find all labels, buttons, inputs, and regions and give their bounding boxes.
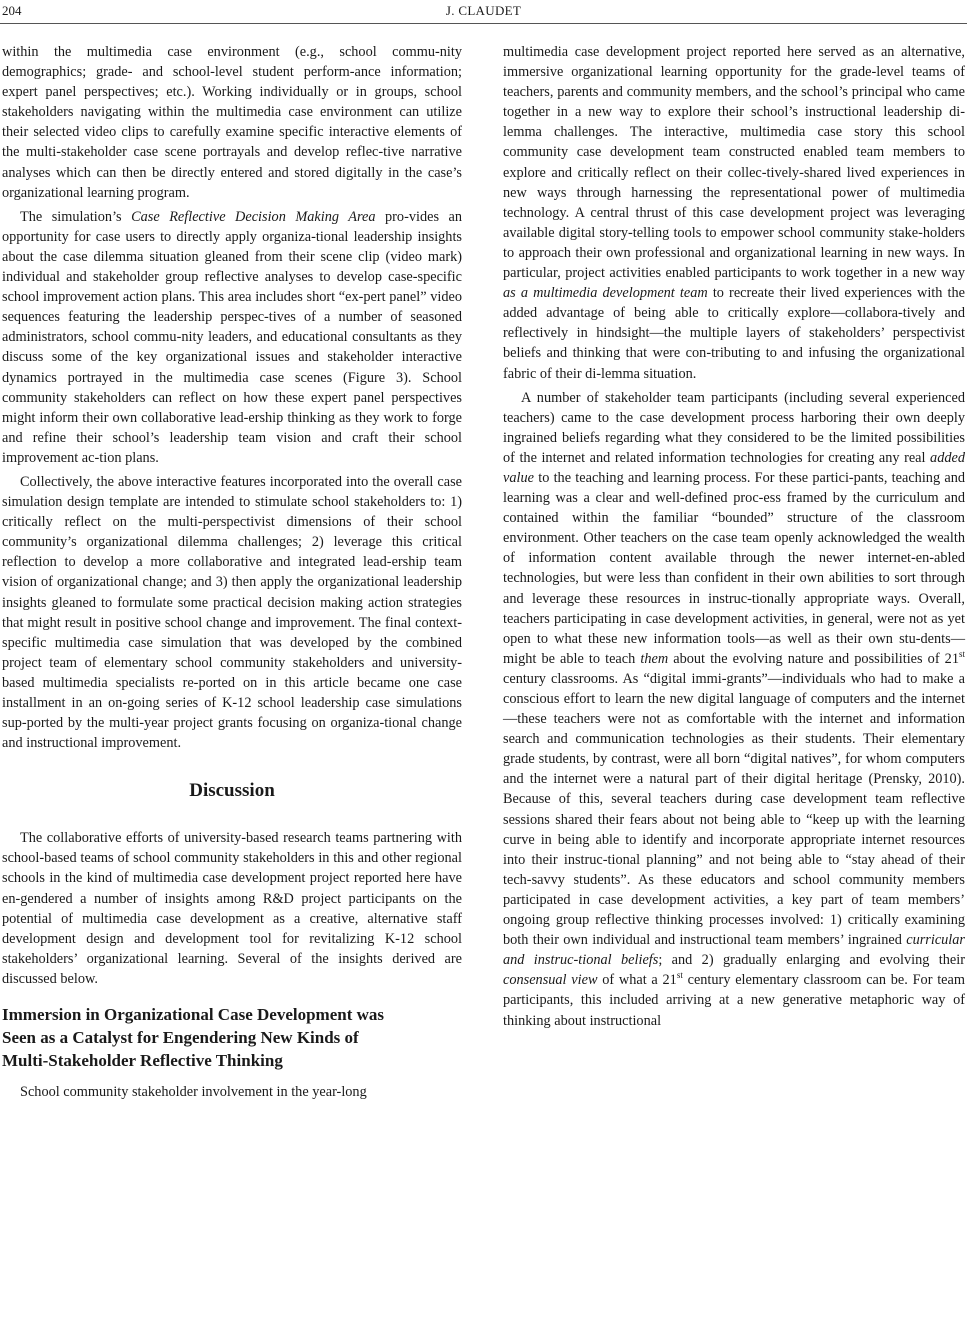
text-run: century elementary classroom can be. For team participants, this included arriving at a new generative metaphoric way of thinking about instructional [503, 972, 965, 1029]
text-run: pro-vides an opportunity for case users to directly apply organiza-tional leadership insights about the case dilemma situation gleaned from their scene clip (video mark) individual and stakeholder group reflective analyses to develop case-specific school improvement action plans. This area includes short “ex-pert panel” video sequences featuring the leadership perspec-tives of a number of seasoned administrators, school commu-nity leaders, and educational consultants as they discuss some of the key organizational issues and stakeholder interactive dynamics portrayed in the multimedia case scenes (Figure 3). School community stakeholders can reflect on how these expert panel perspectives might inform their own collaborative lead-ership thinking as they work to forge and refine their school’s leadership team vision and craft their school improvement ac-tion plans. [2, 208, 462, 466]
text-run: multimedia case development project reported here served as an alternative, immersive organizational learning opportunity for the grade-level teams of teachers, parents and community members, and the school’s principal who came together in a new way to explore their school’s instructional leadership di-lemma challenges. The interactive, multimedia case story this school community case development team constructed enabled team members to explore and critically reflect on their collec-tively-shared lived experiences in new ways through harnessing the representational power of multimedia technology. A central thrust of this case development project was leveraging available digital story-telling tools to empower school community stake-holders to approach their own professional and organizational learning in new ways. In particular, project activities enabled participants to work together in a new way [503, 44, 965, 282]
subsection-heading [2, 1003, 462, 1072]
emphasis-term: Case Reflective Decision Making Area [131, 208, 376, 225]
text-run: The simulation’s [20, 208, 132, 225]
subheading-line: Multi-Stakeholder Reflective Thinking [2, 1051, 283, 1071]
text-run: century classrooms. As “digital immi-grants”—individuals who had to make a conscious effort to learn the new digital language of computers and the internet—these teachers were not as comfortable with the internet and information search and communication technologies as their students. Their elementary grade students, by contrast, were all born “digital natives”, for whom computers and the internet were a natural part of their digital heritage (Prensky, 2010). Because of this, several teachers during case development team reflective sessions shared their fears about not being able to “keep up with the learning curve in being able to identify and incorporate appropriate internet resources into their instruc-tional planning” and not being able to “stay ahead of their tech-savvy students”. As these educators and school community members participated in case development activities, a key part of team members’ ongoing group reflective thinking processes involved: 1) critically examining both their own individual and instructional team members’ ingrained [503, 670, 965, 949]
emphasis-term: them [640, 650, 669, 667]
superscript: st [958, 649, 965, 660]
text-run: about the evolving nature and possibilities of 21 [668, 650, 959, 667]
emphasis-term: curricular and instruc-tional beliefs [503, 932, 965, 969]
text-run: ; and 2) gradually enlarging and evolving their [658, 952, 965, 969]
paragraph-stakeholder-beliefs [503, 388, 965, 1031]
left-column [2, 42, 462, 1102]
paragraph-collectively: Collectively, the above interactive features incorporated into the overall case simulation design template are intended to stimulate school stakeholders to: 1) critically reflect on the multi-perspectivist dimensions of their school community’s organizational dilemma challenges; 2) leverage this critical reflection to develop a more collaborative and integrated lead-ership team vision of organizational change; and 3) then apply the organizational leadership insights gleaned to formulate some practical decision making action strategies that might result in positive school change and improvement. The final context-specific multimedia case simulation that was developed by the combined project team of elementary school community stakeholders and university-based multimedia specialists re-ported on in this article became one case installment in an on-going series of K-12 school leadership case simulations sup-ported by the multi-year project grants focusing on organiza-tional change and instructional improvement. [2, 473, 462, 752]
text-run: A number of stakeholder team participants (including several experienced teachers) came to the case development process harboring their own deeply ingrained beliefs regarding what they considered to be the limited possibilities of the internet and related information technologies for creating any real [503, 389, 965, 466]
header-rule [0, 23, 967, 24]
superscript: st [676, 970, 683, 981]
text-run: to the teaching and learning process. For these partici-pants, teaching and learning was a clear and well-defined proc-ess framed by the curriculum and contained within the familiar “bounded” structure of the classroom environment. Other teachers on the case team openly acknowledged the wealth of information content available through the newer internet-en-abled technologies, but were less than confident in their own abilities to sort through and leverage these resources in instruc-tionally appropriate ways. Overall, teachers participating in case development activities, in general, were not as yet open to what these new information tools—as well as their own stu-dents—might be able to teach [503, 469, 965, 667]
running-author: J. CLAUDET [445, 3, 522, 18]
running-header [0, 0, 967, 22]
emphasis-term: as a multimedia development team [503, 285, 708, 302]
paragraph-decision-area [2, 207, 462, 468]
emphasis-term: added value [503, 449, 965, 486]
right-column [503, 42, 965, 1031]
section-heading-discussion: Discussion [189, 780, 275, 802]
paragraph-discussion: The collaborative efforts of university-based research teams partnering with school-based teams of school community stakeholders in this and other regional schools in the kind of multimedia case development project reported here have en-gendered a number of insights among R&D project participants on the potential of multimedia case development as a creative, alternative staff development design and development tool for revitalizing K-12 school stakeholders’ organizational learning. Several of the insights derived are discussed below. [2, 830, 462, 987]
paragraph-immersion-start: School community stakeholder involvement in the year-long [20, 1084, 367, 1101]
subheading-line: Seen as a Catalyst for Engendering New Kinds of [2, 1028, 359, 1048]
page-number: 204 [2, 3, 22, 18]
emphasis-term: consensual view [503, 972, 598, 989]
text-run: of what a 21 [597, 972, 677, 989]
text-run: to recreate their lived experiences with the added advantage of being able to critically explore—collabora-tively and reflectively in hindsight—the multiple layers of stakeholders’ perspectivist beliefs and thinking that were con-tributing to and infusing the organizational fabric of their di-lemma situation. [503, 285, 965, 382]
subheading-line: Immersion in Organizational Case Development was [2, 1005, 385, 1025]
paragraph-continued: within the multimedia case environment (e.g., school commu-nity demographics; grade- and school-level student perform-ance information; expert panel perspectives; etc.). Working individually or in groups, school stakeholders navigating within the multimedia case environment can utilize their selected video clips to carefully examine specific interactive elements of the multi-stakeholder case scene portrayals and develop reflec-tive narrative analyses which can then be directly entered and stored digitally in the case’s organizational learning program. [2, 44, 462, 201]
paragraph-immersion-continued [503, 42, 965, 384]
